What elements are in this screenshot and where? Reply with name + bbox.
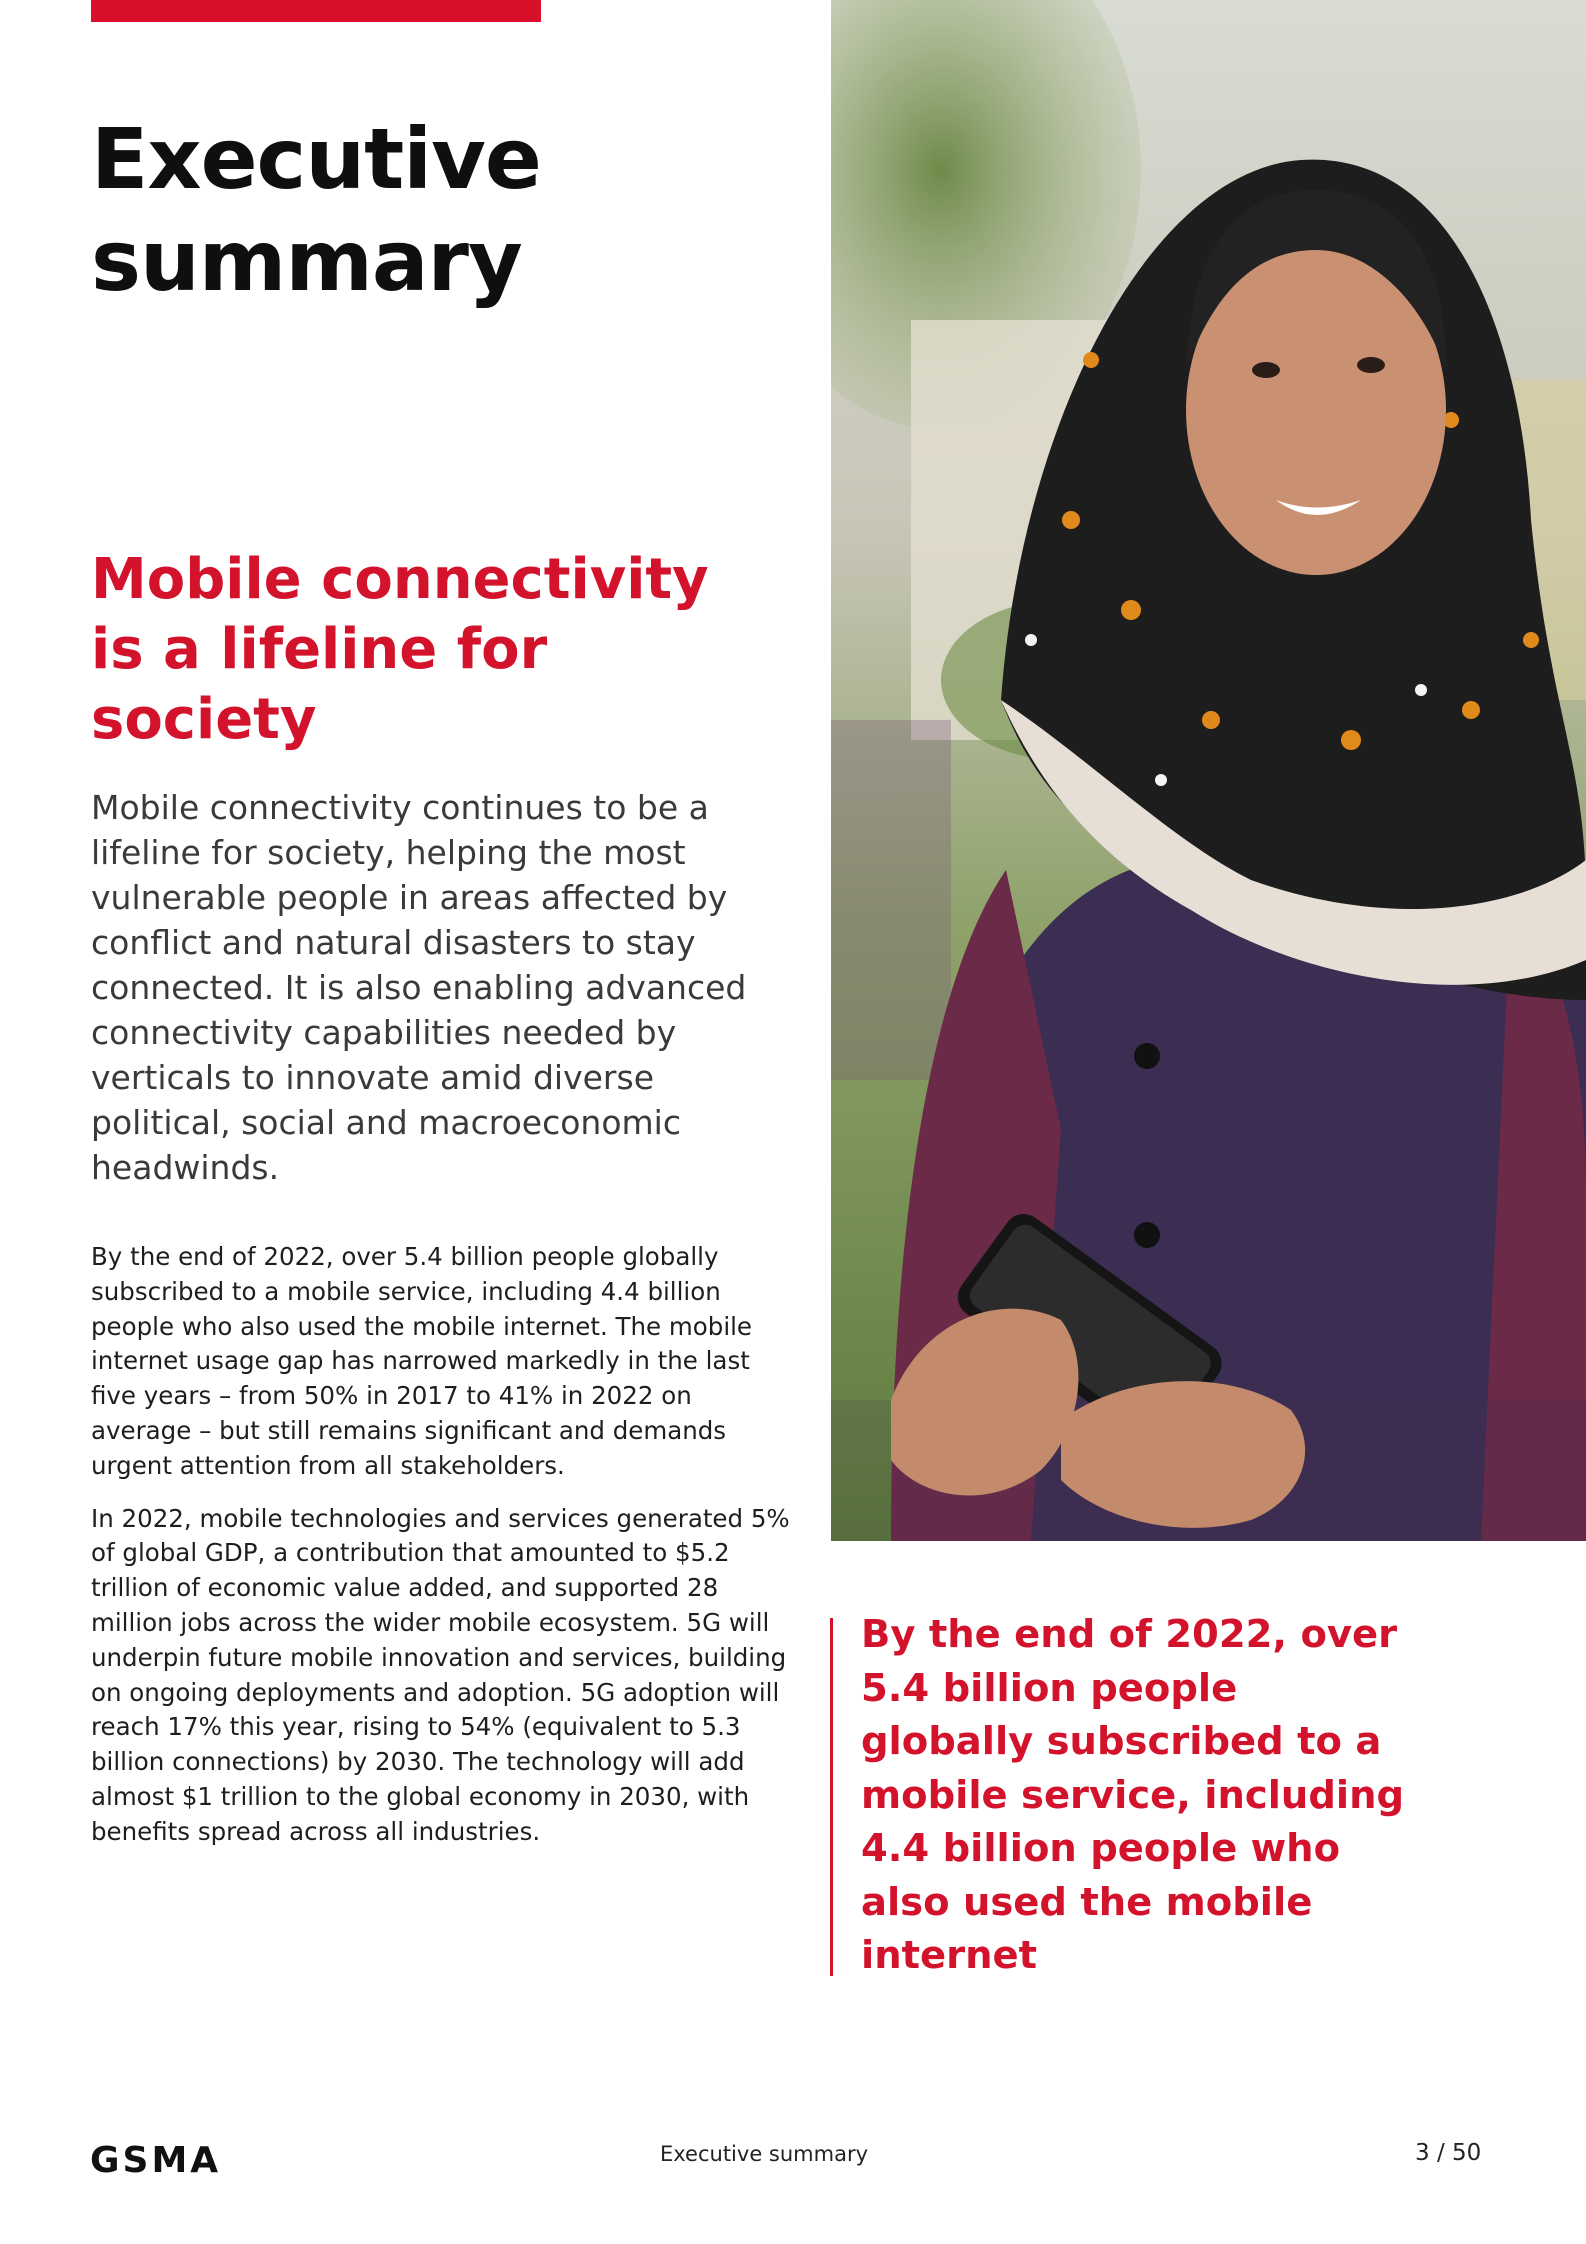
page-title (91, 108, 791, 312)
page-title-line: Executive (91, 110, 541, 208)
quote-rule (830, 1618, 833, 1976)
hero-photo (831, 0, 1586, 1541)
footer-section-name: Executive summary (660, 2142, 869, 2166)
section-heading-line: Mobile connectivity (91, 547, 709, 612)
pull-quote: By the end of 2022, over 5.4 billion people globally subscribed to a mobile service, including 4.4 billion people who also used the mobile internet (861, 1612, 1405, 1978)
section-heading (91, 545, 811, 755)
lead-paragraph: Mobile connectivity continues to be a lifeline for society, helping the most vulnerable people in areas affected by conflict and natural disasters to stay connected. It is also enabling advanced connectivity capabilities needed by verticals to innovate amid diverse political, social and macroeconomic headwinds. (91, 788, 747, 1187)
body-paragraph: In 2022, mobile technologies and services generated 5% of global GDP, a contribution that amounted to $5.2 trillion of economic value added, and supported 28 million jobs across the wider mobile ecosystem. 5G will underpin future mobile innovation and services, building on ongoing deployments and adoption. 5G adoption will reach 17% this year, rising to 54% (equivalent to 5.3 billion connections) by 2030. The technology will add almost $1 trillion to the global economy in 2030, with benefits spread across all industries. (91, 1503, 790, 1846)
page-number: 3 / 50 (1415, 2140, 1482, 2166)
body-text (91, 1240, 791, 1868)
accent-bar (91, 0, 541, 22)
gsma-logo: GSMA (90, 2140, 222, 2181)
section-heading-line: society (91, 687, 317, 752)
section-heading-line: is a lifeline for (91, 617, 548, 682)
page-title-line: summary (91, 212, 522, 310)
body-paragraph: By the end of 2022, over 5.4 billion people globally subscribed to a mobile service, including 4.4 billion people who also used the mobile internet. The mobile internet usage gap has narrowed markedly in the last five years – from 50% in 2017 to 41% in 2022 on average – but still remains significant and demands urgent attention from all stakeholders. (91, 1242, 753, 1480)
